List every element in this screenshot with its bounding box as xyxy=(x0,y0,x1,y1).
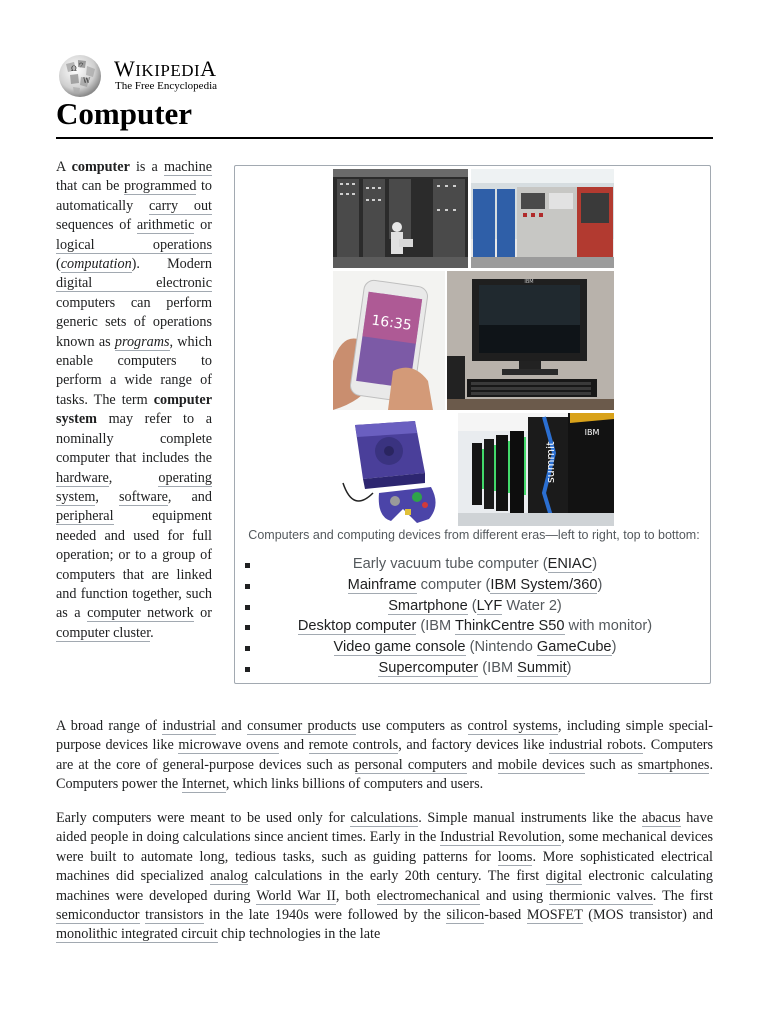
text-run: sequences of xyxy=(56,217,137,234)
photo-montage xyxy=(333,169,614,526)
wiki-link[interactable]: ThinkCentre S50 xyxy=(454,618,565,635)
text-run: , xyxy=(108,469,159,486)
bold-term: computer xyxy=(71,159,130,175)
text-run: use computers as xyxy=(356,718,468,734)
wiki-link[interactable]: looms xyxy=(497,848,533,865)
body-paragraph-3 xyxy=(56,809,713,949)
caption-item-eniac xyxy=(245,554,705,575)
text-run: (MOS transistor) and xyxy=(582,907,713,924)
wiki-link[interactable]: silicon xyxy=(446,907,485,924)
text-run: ( xyxy=(467,597,477,614)
text-run: . Computers power the xyxy=(56,756,713,793)
text-run: may refer to a nominally complete computer that includes the xyxy=(56,411,212,467)
wiki-link[interactable]: software xyxy=(119,488,168,505)
text-run: , and xyxy=(167,488,212,505)
text-run: , including simple special-purpose devices like xyxy=(56,718,713,754)
wiki-link[interactable]: LYF xyxy=(476,597,503,614)
text-run: (IBM xyxy=(478,659,518,676)
wiki-link[interactable]: hardware xyxy=(56,469,109,486)
wiki-link[interactable]: computer network xyxy=(87,605,194,622)
wiki-link[interactable]: control systems xyxy=(467,718,558,734)
text-run: and using xyxy=(479,887,550,904)
infobox-caption: Computers and computing devices from different eras—left to right, top to bottom: xyxy=(248,528,700,542)
caption-item-mainframe xyxy=(245,575,705,596)
infobox xyxy=(234,165,711,684)
text-run: Early computers were meant to be used only for xyxy=(56,810,351,826)
wiki-link[interactable]: semiconductor xyxy=(56,907,140,924)
summit-brand-label: IBM xyxy=(584,428,600,437)
text-run: or xyxy=(194,217,212,234)
wiki-link[interactable]: GameCube xyxy=(536,639,612,656)
text-run: equipment needed and used for full operation; or to a group of computers that are linked and function together, such as a xyxy=(56,508,212,622)
text-run: Early vacuum tube computer ( xyxy=(352,556,548,572)
wiki-link[interactable]: Mainframe xyxy=(347,576,417,593)
wiki-link[interactable]: Desktop computer xyxy=(297,618,417,635)
text-run: . More sophisticated electrical machines did specialized xyxy=(56,848,713,885)
wiki-link[interactable]: industrial robots xyxy=(549,737,643,754)
text-run: , which links billions of computers and users. xyxy=(225,776,484,793)
wordmark-final: A xyxy=(200,56,217,81)
text-run: -based xyxy=(484,907,527,924)
wiki-link[interactable]: Internet xyxy=(181,776,226,793)
wiki-link[interactable]: industrial xyxy=(162,718,216,734)
wiki-link[interactable]: digital xyxy=(545,868,582,885)
wiki-link[interactable]: IBM System/360 xyxy=(490,576,598,593)
photo-eniac[interactable] xyxy=(333,169,468,268)
wiki-link[interactable]: operating system xyxy=(56,469,212,505)
text-run: , and factory devices like xyxy=(398,737,550,754)
text-run: , which enable computers to perform a wide range of tasks. The term xyxy=(56,333,212,408)
wiki-link[interactable]: computer cluster xyxy=(56,624,151,641)
wiki-link[interactable]: programmed xyxy=(123,178,197,195)
wikipedia-globe-logo[interactable] xyxy=(56,54,104,98)
text-run: computers can perform generic sets of operations known as xyxy=(56,294,212,350)
wiki-link[interactable]: MOSFET xyxy=(526,907,583,924)
text-run: electronic calculating machines were developed during xyxy=(56,868,713,904)
text-run: in the late 1940s were followed by the xyxy=(203,907,447,924)
text-run: with monitor) xyxy=(564,618,653,635)
photo-summit-supercomputer[interactable] xyxy=(458,413,614,526)
text-run: calculations in the early 20th century. The first xyxy=(247,868,546,885)
photo-ibm-system-360[interactable] xyxy=(471,169,614,268)
text-run: and xyxy=(215,718,248,734)
wiki-link[interactable]: Industrial Revolution xyxy=(440,829,562,846)
text-run: ) xyxy=(611,639,617,656)
wiki-link[interactable]: thermionic valves xyxy=(549,887,653,904)
body-paragraph-2 xyxy=(56,717,713,795)
wiki-link[interactable]: transistors xyxy=(145,907,204,924)
infobox-caption-list xyxy=(245,554,705,679)
wiki-link[interactable]: Video game console xyxy=(333,639,466,656)
text-run: computer ( xyxy=(416,576,491,593)
page-title: Computer xyxy=(56,96,193,131)
wiki-link[interactable]: mobile devices xyxy=(497,756,585,773)
wiki-link[interactable]: computation xyxy=(60,256,132,273)
wiki-link[interactable]: digital electronic xyxy=(56,275,212,292)
monitor-brand-text: IBM xyxy=(524,279,534,285)
text-run: ( xyxy=(56,256,61,273)
text-run: ). Modern xyxy=(131,256,212,273)
wiki-link[interactable]: World War II xyxy=(256,887,336,904)
wiki-link[interactable]: microwave ovens xyxy=(178,737,280,754)
text-run: or xyxy=(193,605,212,622)
text-run: such as xyxy=(584,756,638,773)
text-run: , xyxy=(95,488,120,505)
wiki-link[interactable]: Smartphone xyxy=(388,597,468,614)
wiki-link[interactable]: electromechanical xyxy=(376,887,480,904)
photo-desktop-computer[interactable] xyxy=(447,271,614,410)
photo-gamecube[interactable] xyxy=(333,413,455,526)
caption-item-desktop xyxy=(245,616,705,637)
text-run: A broad range of xyxy=(56,718,163,734)
text-run: have aided people in doing calculations since ancient times. Early in the xyxy=(56,810,713,846)
text-run: A xyxy=(56,159,72,175)
text-run: . xyxy=(150,624,154,641)
text-run: ) xyxy=(597,576,603,593)
wiki-link[interactable]: personal computers xyxy=(354,756,467,773)
wiki-link[interactable]: peripheral xyxy=(56,508,114,525)
lead-paragraph xyxy=(56,158,212,643)
text-run: ) xyxy=(592,556,598,572)
wiki-link[interactable]: carry out xyxy=(148,197,212,214)
text-run: ) xyxy=(566,659,572,676)
wiki-link[interactable]: logical operations xyxy=(56,236,212,253)
wiki-link[interactable]: ENIAC xyxy=(547,556,593,572)
wiki-link[interactable]: Supercomputer xyxy=(378,659,479,676)
summit-vertical-label: summit xyxy=(544,441,557,483)
wiki-link[interactable]: Summit xyxy=(517,659,567,676)
text-run: . Computers are at the core of general-purpose devices such as xyxy=(56,737,713,773)
svg-text:ウ: ウ xyxy=(78,62,85,69)
text-run: and xyxy=(279,737,309,754)
wiki-link[interactable]: programs xyxy=(114,333,170,350)
svg-text:W: W xyxy=(83,77,91,85)
wiki-link[interactable]: machine xyxy=(163,159,212,175)
text-run: (Nintendo xyxy=(465,639,537,656)
text-run: chip technologies in the late xyxy=(217,926,381,943)
wordmark-middle: IKIPEDI xyxy=(135,61,201,80)
caption-item-smartphone xyxy=(245,596,705,617)
text-run: to automatically xyxy=(56,178,212,214)
wikipedia-wordmark[interactable] xyxy=(114,56,217,82)
wiki-link[interactable]: consumer products xyxy=(247,718,357,734)
wiki-link[interactable]: remote controls xyxy=(308,737,399,754)
wikipedia-tagline: The Free Encyclopedia xyxy=(115,80,218,92)
bold-term: computer system xyxy=(56,391,212,428)
text-run: and xyxy=(466,756,498,773)
text-run: that can be xyxy=(56,178,124,195)
caption-item-console xyxy=(245,637,705,658)
text-run: Water 2) xyxy=(502,597,562,614)
text-run: , both xyxy=(335,887,377,904)
wiki-link[interactable]: calculations xyxy=(350,810,419,826)
title-divider xyxy=(56,137,713,139)
phone-clock-text: 16:35 xyxy=(370,312,413,334)
text-run: is a xyxy=(129,159,164,175)
caption-item-supercomputer xyxy=(245,658,705,679)
text-run: , some mechanical devices were built to automate long, tedious tasks, such as guiding patterns for xyxy=(56,829,713,865)
wiki-link[interactable]: abacus xyxy=(642,810,681,826)
photo-smartphone[interactable] xyxy=(333,271,445,410)
wiki-link[interactable]: monolithic integrated circuit xyxy=(56,926,218,943)
wiki-link[interactable]: arithmetic xyxy=(136,217,195,234)
wiki-link[interactable]: smartphones xyxy=(637,756,710,773)
text-run: (IBM xyxy=(416,618,455,635)
wordmark-initial: W xyxy=(114,56,136,81)
text-run: . Simple manual instruments like the xyxy=(418,810,643,826)
text-run: . The first xyxy=(652,887,713,904)
wiki-link[interactable]: analog xyxy=(210,868,248,885)
svg-text:Ω: Ω xyxy=(71,65,77,73)
